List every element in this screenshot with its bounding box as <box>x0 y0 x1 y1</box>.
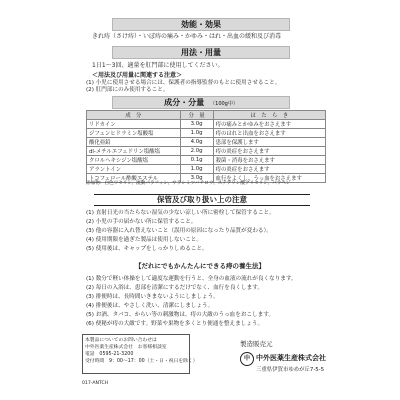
table-row <box>87 156 326 165</box>
inquiry-line: 本製品についてのお問い合わせは <box>85 338 157 343</box>
effects-text: きれ痔（さけ痔）・いぼ痔の痛み・かゆみ・はれ・出血の緩和及び消毒 <box>92 33 282 40</box>
advice-note: (5) お酒、タバコ、からい等の刺激物は、痔の大敵のうっ血をおこします。 <box>86 312 274 318</box>
usage-title: 用法・用量 <box>112 46 290 59</box>
ingredient-action: 患部を保護します <box>213 138 325 147</box>
composition-title <box>112 96 290 109</box>
ingredient-amount: 0.1g <box>180 156 213 165</box>
ingredient-action: 痔の炎症をおさえます <box>213 147 325 156</box>
ingredient-amount: 1.0g <box>180 129 213 138</box>
column-header: は た ら き <box>213 111 325 120</box>
ingredient-amount: 4.0g <box>180 138 213 147</box>
storage-note: (2) 小児の手の届かない所に保管すること。 <box>86 219 197 225</box>
inquiry-line: 電話 0595-21-3200 <box>85 352 134 357</box>
advice-note: (1) 数分で軽い体操をして適度な運動を行うと、全身の血液の流れが良くなります。 <box>86 276 297 282</box>
table-row <box>87 138 326 147</box>
advice-title: 【だれにでもかんたんにできる痔の養生法】 <box>135 262 265 270</box>
composition-table <box>86 110 326 183</box>
ingredient-action: 痔のはれと出血をおさえます <box>213 129 325 138</box>
advice-note: (2) 毎日の入浴は、患部を清潔にするだけでなく、血行を良くします。 <box>86 285 263 291</box>
company-address: 三重県伊賀市ゆめが丘7-5-5 <box>256 367 325 373</box>
storage-note: (4) 使用期限を過ぎた製品は使用しないこと。 <box>86 237 202 243</box>
storage-title: 保管及び取り扱い上の注意 <box>94 194 310 206</box>
composition-unit: （100g中） <box>210 101 238 107</box>
column-header: 分 量 <box>180 111 213 120</box>
ingredient-name: トコフェロール酢酸エステル <box>87 174 181 183</box>
composition-title-text: 成分・分量 <box>164 98 205 107</box>
advice-note: (4) 排便後は、やさしく洗い、清潔にしましょう。 <box>86 303 214 309</box>
inquiry-line: 中外医薬生産株式会社 お客様相談室 <box>85 345 167 350</box>
inquiry-line: 受付時間 9：00〜17：00（土・日・祝日を除く） <box>85 359 198 364</box>
usage-notes-title: ＜用法及び用量に関連する注意＞ <box>92 72 183 79</box>
effects-title: 効能・効果 <box>112 18 290 31</box>
table-row <box>87 129 326 138</box>
ingredient-action: 痔の痛みとかゆみをおさえます <box>213 120 325 129</box>
storage-note: (5) 使用後は、キャップをしっかりしめること。 <box>86 246 208 252</box>
ingredient-name: クロルヘキシジン塩酸塩 <box>87 156 181 165</box>
advice-note: (6) 便秘が痔の大敵です。野菜や果物を多くとり便通を整えましょう。 <box>86 321 264 327</box>
ingredient-amount: 2.0g <box>180 147 213 156</box>
ingredient-amount: 1.0g <box>180 165 213 174</box>
table-header-row <box>87 111 326 120</box>
usage-note: (2) 肛門部にのみ使用すること。 <box>86 87 169 93</box>
ingredient-amount: 3.0g <box>180 120 213 129</box>
company-name: 中外医薬生産株式会社 <box>256 354 326 362</box>
ingredient-name: 酸化亜鉛 <box>87 138 181 147</box>
usage-note: (1) 小児に使用させる場合には、保護者の指導監督のもとに使用させること。 <box>86 80 281 86</box>
ingredient-action: 血行をよくし、うっ血をおさえます <box>213 174 325 183</box>
seller-label: 製造販売元 <box>240 340 273 348</box>
ingredient-name: アラントイン <box>87 165 181 174</box>
ingredient-action: 殺菌・消毒をおさえます <box>213 156 325 165</box>
usage-text: 1日1〜3回、適量を肛門部に使用してください。 <box>92 62 224 69</box>
inquiry-box <box>82 334 198 374</box>
ingredient-name: ジフェンヒドラミン塩酸塩 <box>87 129 181 138</box>
column-header: 成 分 <box>87 111 181 120</box>
ingredient-action: 痔の炎症をおさえます <box>213 165 325 174</box>
ingredient-name: dl-メチルエフェドリン塩酸塩 <box>87 147 181 156</box>
table-row <box>87 147 326 156</box>
advice-note: (3) 排便時は、長時間いきまないようにしましょう。 <box>86 294 219 300</box>
product-code: 017-ANTCH <box>82 381 109 386</box>
company-logo: 中 <box>240 352 254 366</box>
ingredient-amount: 3.0g <box>180 174 213 183</box>
storage-note: (3) 他の容器に入れ替えないこと（誤用の原因になったり品質が変わる）。 <box>86 228 272 234</box>
additives-text: 添加物：白色ワセリン、流動パラフィン、サラシミツバチロウ、ステアリン酸グリセリン、パラベン <box>86 181 291 186</box>
ingredient-name: リドカイン <box>87 120 181 129</box>
table-row <box>87 120 326 129</box>
table-row <box>87 165 326 174</box>
storage-note: (1) 直射日光の当たらない湿気の少ない涼しい所に密栓して保管すること。 <box>86 210 275 216</box>
